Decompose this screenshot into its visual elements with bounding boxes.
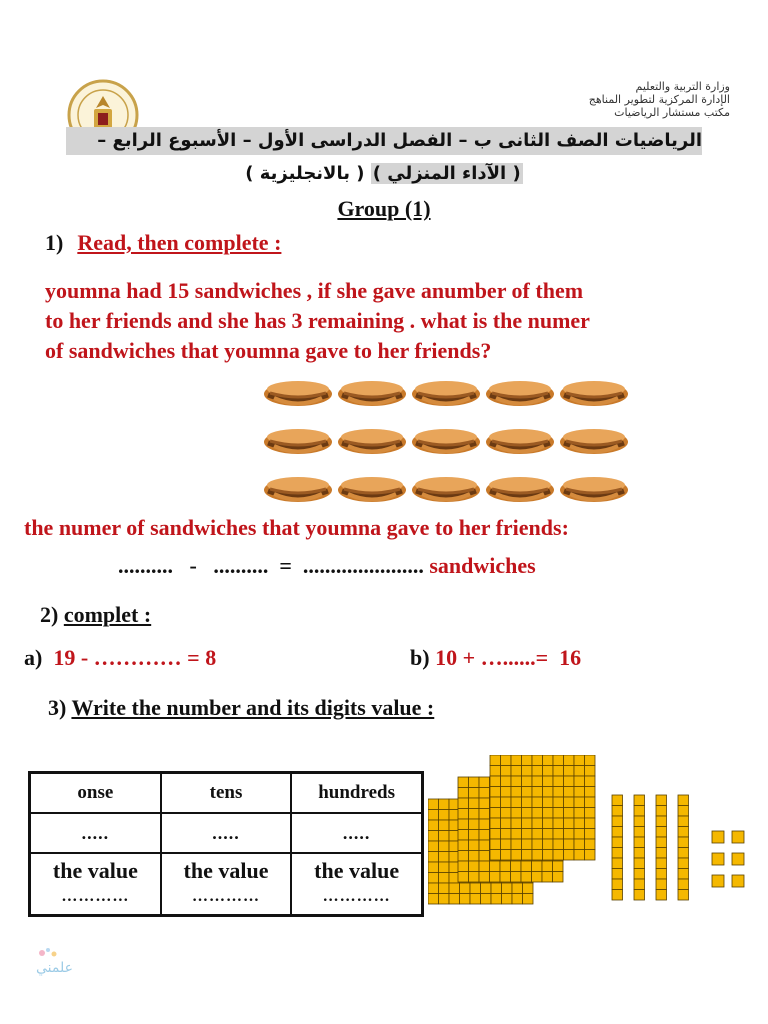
header-hundreds: hundreds (291, 773, 422, 814)
question-text: Write the number and its digits value : (71, 695, 435, 720)
sandwich-icon (338, 381, 406, 406)
tens-rod (612, 795, 623, 900)
value-cell[interactable] (291, 853, 422, 916)
question-text: Read, then complete : (77, 230, 282, 255)
sandwich-illustration (258, 372, 628, 518)
question-number: 1) (45, 230, 64, 255)
value-blank: ………… (322, 888, 391, 905)
sandwich-icon (560, 477, 628, 502)
value-blank: ………… (191, 888, 260, 905)
equation-unit: sandwiches (429, 553, 536, 578)
ministry-line: وزارة التربية والتعليم (635, 80, 730, 93)
digit-blank[interactable]: ..... (161, 813, 291, 853)
ones-cube (712, 831, 724, 843)
sandwich-icon (560, 381, 628, 406)
header-ones: onse (30, 773, 161, 814)
ones-cube (712, 853, 724, 865)
question-text: complet : (63, 602, 152, 627)
equation-blanks[interactable]: .......... - .......... = ...................... (118, 553, 424, 578)
story-line: to her friends and she has 3 remaining . what is the numer (45, 308, 590, 333)
table-value-row (30, 853, 423, 916)
sandwich-icon (486, 381, 554, 406)
exercise-expression[interactable]: 10 + …......= 16 (435, 645, 582, 670)
subtitle-homework: ( الآداء المنزلي ) (372, 163, 521, 184)
header-tens: tens (161, 773, 291, 814)
ministry-line: مكتب مستشار الرياضيات (614, 106, 730, 119)
sandwich-icon (264, 429, 332, 454)
question-number: 2) (40, 602, 59, 627)
sandwich-icon (486, 477, 554, 502)
answer-prompt: the numer of sandwiches that youmna gave to her friends: (24, 515, 569, 540)
exercise-b (410, 645, 581, 671)
value-blank: ………… (61, 888, 130, 905)
word-problem (45, 276, 745, 366)
sandwich-icon (338, 477, 406, 502)
sandwich-icon (412, 477, 480, 502)
table-digit-row (30, 813, 423, 853)
tens-rod (678, 795, 689, 900)
ones-cube (732, 875, 744, 887)
question-number: 3) (48, 695, 67, 720)
watermark-text: علمني (36, 960, 73, 976)
exercise-expression[interactable]: 19 - ………… = 8 (53, 645, 217, 670)
subtitle-language: ( بالانجليزية ) (245, 163, 365, 184)
sandwich-icon (264, 477, 332, 502)
question-3-heading (48, 695, 434, 721)
tens-rod (656, 795, 667, 900)
value-cell[interactable] (30, 853, 161, 916)
sandwich-icon (412, 429, 480, 454)
sandwich-icon (264, 381, 332, 406)
ministry-header (430, 80, 730, 119)
page-title: الرياضيات الصف الثانى ب – الفصل الدراسى الأول – الأسبوع الرابع – (97, 130, 702, 151)
question-1-heading (45, 230, 281, 256)
story-line: of sandwiches that youmna gave to her friends? (45, 338, 492, 363)
story-line: youmna had 15 sandwiches , if she gave anumber of them (45, 278, 584, 303)
sandwich-icon (338, 429, 406, 454)
ones-cube (732, 831, 744, 843)
tens-rod (634, 795, 645, 900)
group-title: Group (1) (337, 196, 431, 221)
watermark-logo (28, 945, 88, 977)
base-ten-blocks (428, 755, 760, 915)
question-2-heading (40, 602, 151, 628)
answer-equation (118, 553, 536, 579)
exercise-label: b) (410, 645, 430, 670)
hundreds-flat (490, 755, 595, 860)
digit-blank[interactable]: ..... (30, 813, 161, 853)
table-header-row (30, 773, 423, 814)
value-label: the value (314, 858, 400, 883)
value-cell[interactable] (161, 853, 291, 916)
ones-cube (732, 853, 744, 865)
exercise-label: a) (24, 645, 43, 670)
sandwich-icon (486, 429, 554, 454)
ones-cube (712, 875, 724, 887)
digit-blank[interactable]: ..... (291, 813, 422, 853)
sandwich-icon (560, 429, 628, 454)
sandwich-icon (412, 381, 480, 406)
ministry-line: الإدارة المركزية لتطوير المناهج (588, 93, 730, 106)
value-label: the value (183, 858, 269, 883)
place-value-table (28, 771, 424, 917)
exercise-a (24, 645, 216, 671)
value-label: the value (52, 858, 138, 883)
page-subtitle (0, 160, 768, 188)
